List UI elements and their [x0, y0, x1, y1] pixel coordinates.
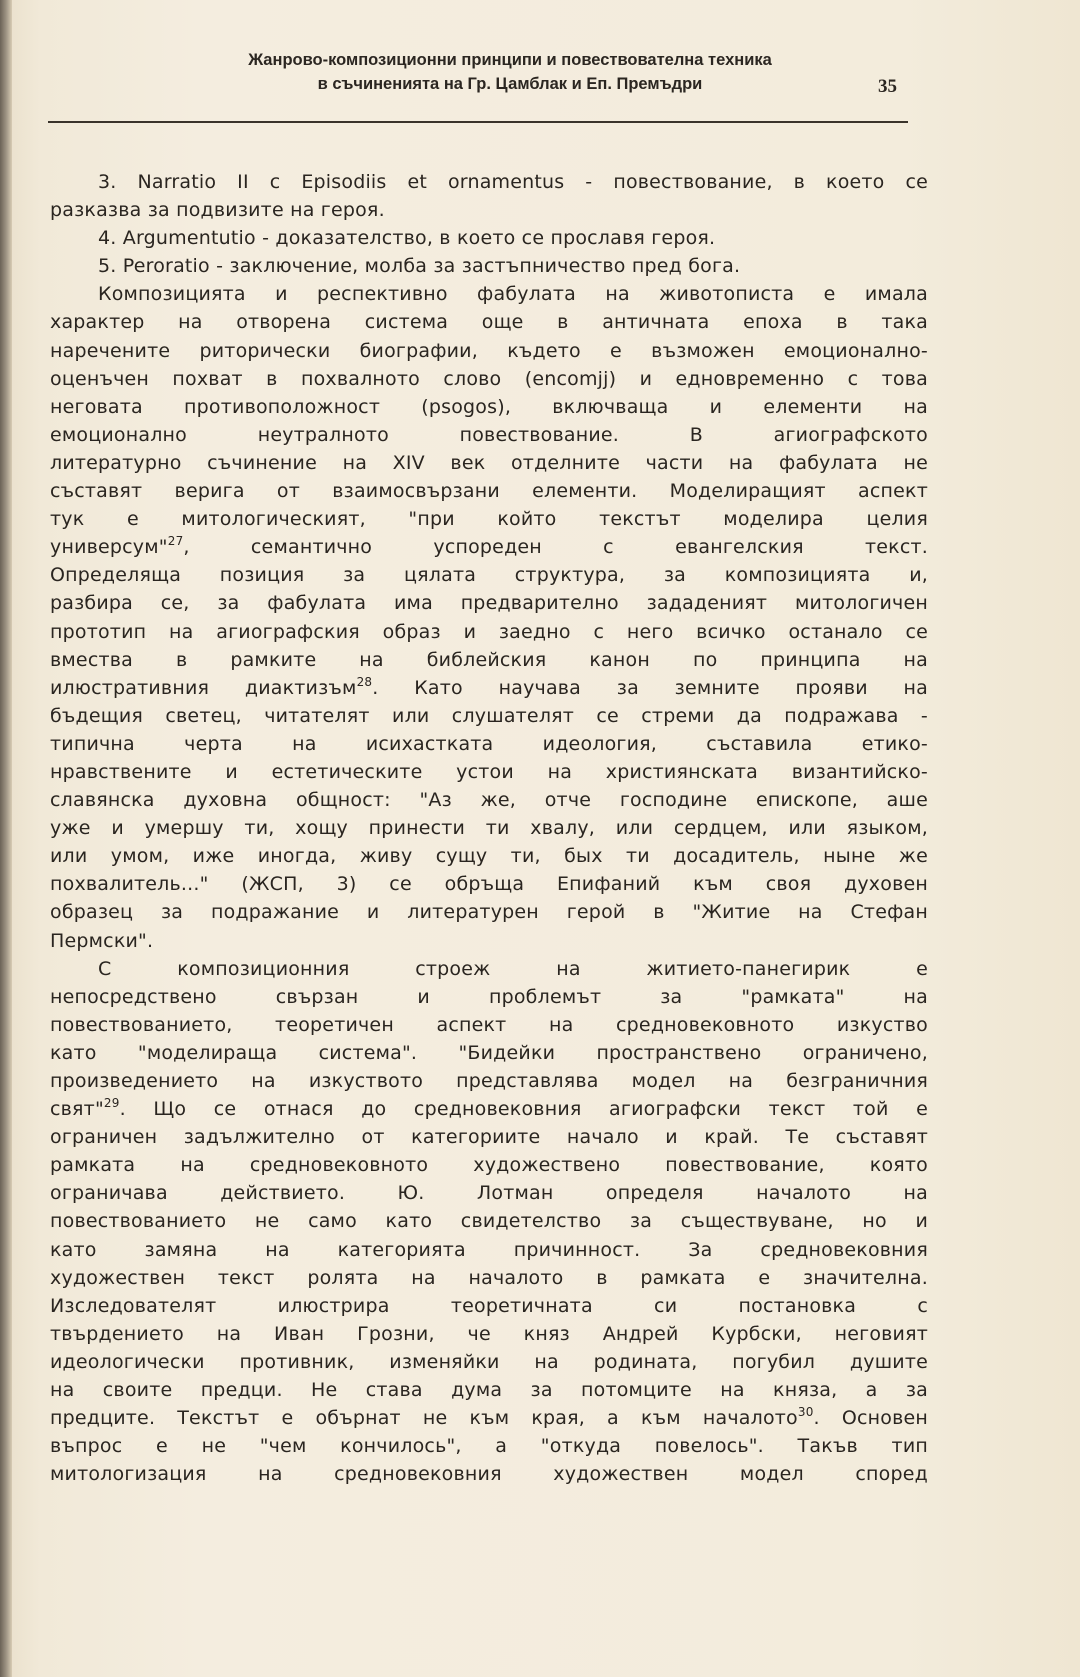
text-line: ограничен задължително от категориите начало и край. Те съставят	[50, 1126, 928, 1149]
text-line: произведението на изкуството представлява модел на безграничния	[50, 1070, 928, 1092]
text-line: непосредствено свързан и проблемът за "рамката" на	[50, 985, 928, 1008]
text-line: нравствените и естетическите устои на християнската византийско-	[50, 760, 928, 783]
text-line: Пермски".	[50, 929, 154, 952]
text-line-with-footnote	[50, 1404, 928, 1432]
text-fragment: универсум"	[50, 536, 168, 559]
text-line: твърдението на Иван Грозни, че княз Андрей Курбски, неговият	[50, 1322, 928, 1345]
text-line: идеологически противник, изменяйки на родината, погубил душите	[50, 1350, 928, 1373]
text-line: Определяща позиция за цялата структура, за композицията и,	[50, 564, 928, 587]
running-header-line-1: Жанрово-композиционни принципи и повествователна техника	[248, 51, 772, 69]
text-line: тук е митологическият, "при който текстът моделира целия	[50, 508, 928, 531]
text-line-with-footnote	[50, 533, 928, 561]
text-line: славянска духовна общност: "Аз же, отче господине епископе, аше	[50, 789, 928, 812]
footnote-ref: 29	[103, 1096, 120, 1111]
text-line: на своите предци. Не става дума за потомците на княза, а за	[50, 1379, 928, 1402]
text-line: Изследователят илюстрира теоретичната си постановка с	[50, 1294, 928, 1317]
footnote-ref: 28	[356, 674, 373, 689]
text-line: С композиционния строеж на житието-панегирик е	[98, 957, 928, 980]
running-header-line-2: в съчиненията на Гр. Цамблак и Еп. Премъдри	[317, 75, 703, 93]
text-line: като замяна на категорията причинност. За средновековния	[50, 1238, 928, 1261]
body-text	[50, 168, 928, 1488]
text-line: 4. Argumentutio - доказателство, в което се прославя героя.	[98, 227, 716, 250]
text-line: похвалитель..." (ЖСП, 3) се обръща Епифаний към своя духовен	[50, 873, 928, 896]
footnote-ref: 30	[797, 1405, 814, 1420]
text-fragment: . Що се отнася до средновековния агиографски текст той е	[119, 1098, 928, 1121]
text-line: ограничава действието. Ю. Лотман определя началото на	[50, 1182, 928, 1205]
text-line: като "моделираща система". "Бидейки пространствено ограничено,	[50, 1041, 928, 1064]
text-fragment: предците. Текстът е обърнат не към края, а към началото	[50, 1407, 798, 1430]
text-line: уже и умершу ти, хощу принести ти хвалу, или сердцем, или языком,	[50, 817, 928, 840]
footnote-ref: 27	[167, 534, 184, 549]
text-line: съставят верига от взаимосвързани елементи. Моделиращият аспект	[50, 480, 928, 503]
text-line: разказва за подвизите на героя.	[50, 199, 385, 222]
text-line: образец за подражание и литературен герой в "Житие на Стефан	[50, 901, 928, 924]
text-line: неговата противоположност (psogos), включваща и елементи на	[50, 395, 928, 418]
text-line: разбира се, за фабулата има предварително зададеният митологичен	[50, 592, 928, 615]
text-line: митологизация на средновековния художествен модел според	[50, 1463, 928, 1486]
text-line: оценъчен похват в похвалното слово (encomjj) и едновременно с това	[50, 367, 928, 390]
text-line: или умом, иже иногда, живу сущу ти, бых ти досадитель, ныне же	[50, 845, 928, 868]
text-fragment: . Основен	[813, 1407, 929, 1430]
text-fragment: свят"	[50, 1098, 104, 1121]
running-header	[60, 48, 960, 96]
text-line: емоционално неутралното повествование. В агиографското	[50, 423, 928, 446]
text-line: повествованието не само като свидетелство за съществуване, но и	[50, 1210, 928, 1233]
text-line: художествен текст ролята на началото в рамката е значителна.	[50, 1266, 928, 1289]
text-line: 5. Perorаtio - заключение, молба за застъпничество пред бога.	[98, 255, 741, 278]
text-line: Композицията и респективно фабулата на животописта е имала	[98, 283, 928, 306]
text-line-with-footnote	[50, 1095, 928, 1123]
text-line: типична черта на исихастката идеология, съставила етико-	[50, 732, 928, 755]
book-spine-shadow	[0, 0, 12, 1677]
text-line-with-footnote	[50, 674, 928, 702]
text-fragment: , семантично успореден с евангелския текст.	[183, 536, 928, 559]
text-fragment: . Като научава за земните прояви на	[372, 676, 928, 699]
text-line: въпрос е не "чем кончилось", а "откуда повелось". Такъв тип	[50, 1435, 928, 1458]
text-line: повествованието, теоретичен аспект на средновековното изкуство	[50, 1013, 928, 1036]
text-line: 3. Narratio II с Episodiis et ornamentus - повествование, в което се	[98, 171, 928, 193]
text-fragment: илюстративния диактизъм	[50, 676, 357, 699]
header-rule	[48, 121, 908, 123]
text-line: прототип на агиографския образ и заедно с него всичко останало се	[50, 620, 928, 643]
text-line: вмества в рамките на библейския канон по принципа на	[50, 648, 928, 671]
text-line: бъдещия светец, читателят или слушателят се стреми да подражава -	[50, 704, 928, 727]
text-line: литературно съчинение на XIV век отделните части на фабулата не	[50, 451, 928, 474]
text-line: рамката на средновековното художествено повествование, която	[50, 1154, 928, 1177]
text-line: наречените риторически биографии, където е възможен емоционално-	[50, 339, 928, 362]
page-number: 35	[878, 76, 897, 97]
text-line: характер на отворена система още в античната епоха в така	[50, 311, 928, 334]
